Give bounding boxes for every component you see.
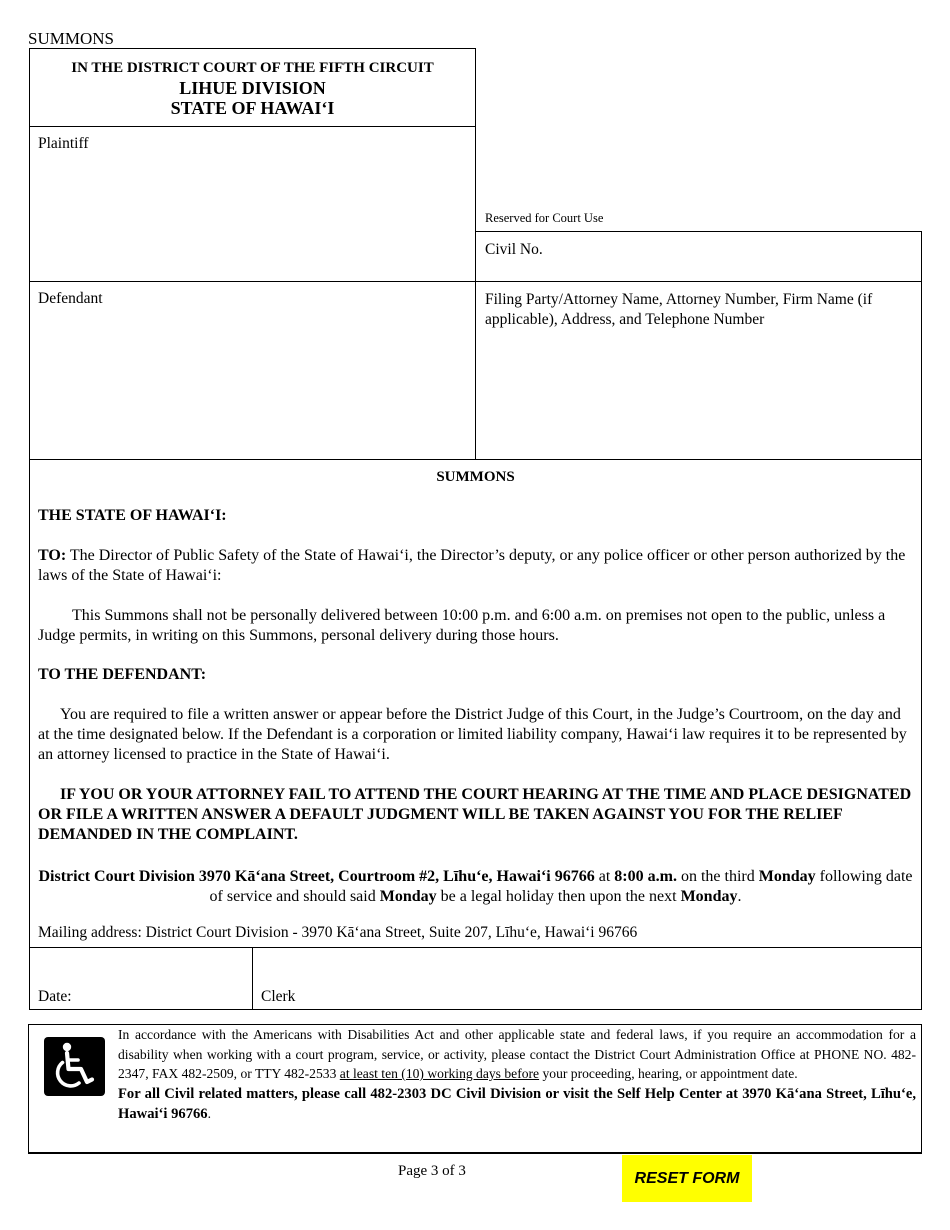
summons-heading: SUMMONS xyxy=(436,469,515,485)
mailing-address: Mailing address: District Court Division - 3970 Kā‘ana Street, Suite 207, Līhu‘e, Hawai‘i 96766 xyxy=(38,924,638,941)
to-label: TO: xyxy=(38,547,67,564)
caption-top-border xyxy=(29,48,476,49)
ada-deadline: at least ten (10) working days before xyxy=(339,1066,540,1081)
parties-divider xyxy=(29,281,922,282)
clerk-label: Clerk xyxy=(261,988,296,1005)
to-text: The Director of Public Safety of the State of Hawai‘i, the Director’s deputy, or any police officer or other person authorized by the laws of the State of Hawai‘i: xyxy=(38,547,906,584)
page-number: Page 3 of 3 xyxy=(398,1163,466,1179)
to-paragraph xyxy=(38,546,913,586)
delivery-paragraph: This Summons shall not be personally delivered between 10:00 p.m. and 6:00 a.m. on premises not open to the public, unless a Judge permits, in writing on this Summons, personal delivery during those hours. xyxy=(38,607,886,644)
defendant-heading: TO THE DEFENDANT: xyxy=(38,666,207,683)
document-label: SUMMONS xyxy=(28,29,114,48)
form-right-border xyxy=(921,231,922,1010)
signature-bottom-border xyxy=(29,1009,922,1010)
court-state: STATE OF HAWAI‘I xyxy=(170,98,335,118)
hearing-location: District Court Division 3970 Kā‘ana Street, Courtroom #2, Līhu‘e, Hawai‘i 96766 at 8:00 a.m. on the third Monday following date of service and should said Monday be a legal holiday then upon the next Monday. xyxy=(38,868,913,905)
state-heading: THE STATE OF HAWAI‘I: xyxy=(38,507,227,524)
reserved-court-use-label: Reserved for Court Use xyxy=(485,211,604,225)
court-division: LIHUE DIVISION xyxy=(179,78,326,98)
filing-party-label: Filing Party/Attorney Name, Attorney Number, Firm Name (if applicable), Address, and Telephone Number xyxy=(485,291,873,328)
hearing-time: 8:00 a.m. xyxy=(614,868,677,885)
defendant-paragraph: You are required to file a written answer or appear before the District Judge of this Court, in the Judge’s Courtroom, on the day and at the time designated below. If the Defendant is a corporation or limited liability company, Hawai‘i law requires it to be represented by an attorney licensed to practice in the State of Hawai‘i. xyxy=(38,706,907,763)
signature-divider xyxy=(252,947,253,1010)
ada-notice-text: In accordance with the Americans with Disabilities Act and other applicable state and federal laws, if you require an accommodation for a disability when working with a court program, service, or activity, please contact the District Court Administration Office at PHONE NO. 482-2347, FAX 482-2509, or TTY 482-2533 at least ten (10) working days before your proceeding, hearing, or appointment date. For all Civil related matters, please call 482-2303 DC Civil Division or visit the Self Help Center at 3970 Kā‘ana Street, Līhu‘e, Hawai‘i 96766. xyxy=(118,1027,916,1122)
plaintiff-label: Plaintiff xyxy=(38,135,89,152)
wheelchair-icon xyxy=(44,1037,105,1096)
civil-no-label: Civil No. xyxy=(485,241,543,258)
defendant-label: Defendant xyxy=(38,290,103,307)
caption-bottom-border xyxy=(29,459,922,460)
reset-form-button[interactable]: RESET FORM xyxy=(622,1155,752,1202)
court-title xyxy=(29,58,476,118)
form-left-border xyxy=(29,48,30,1010)
date-label: Date: xyxy=(38,988,72,1005)
civil-matters-notice: For all Civil related matters, please call 482-2303 DC Civil Division or visit the Self Help Center at 3970 Kā‘ana Street, Līhu‘e, Hawai‘i 96766 xyxy=(118,1085,916,1122)
default-judgment-warning: IF YOU OR YOUR ATTORNEY FAIL TO ATTEND THE COURT HEARING AT THE TIME AND PLACE DESIGNATED OR FILE A WRITTEN ANSWER A DEFAULT JUDGMENT WILL BE TAKEN AGAINST YOU FOR THE RELIEF DEMANDED IN THE COMPLAINT. xyxy=(38,786,912,843)
hearing-place: District Court Division 3970 Kā‘ana Street, Courtroom #2, Līhu‘e, Hawai‘i 96766 xyxy=(38,868,595,885)
signature-top-border xyxy=(29,947,922,948)
court-use-divider xyxy=(475,231,922,232)
court-name: IN THE DISTRICT COURT OF THE FIFTH CIRCUIT xyxy=(71,60,434,76)
court-title-bottom-border xyxy=(29,126,476,127)
